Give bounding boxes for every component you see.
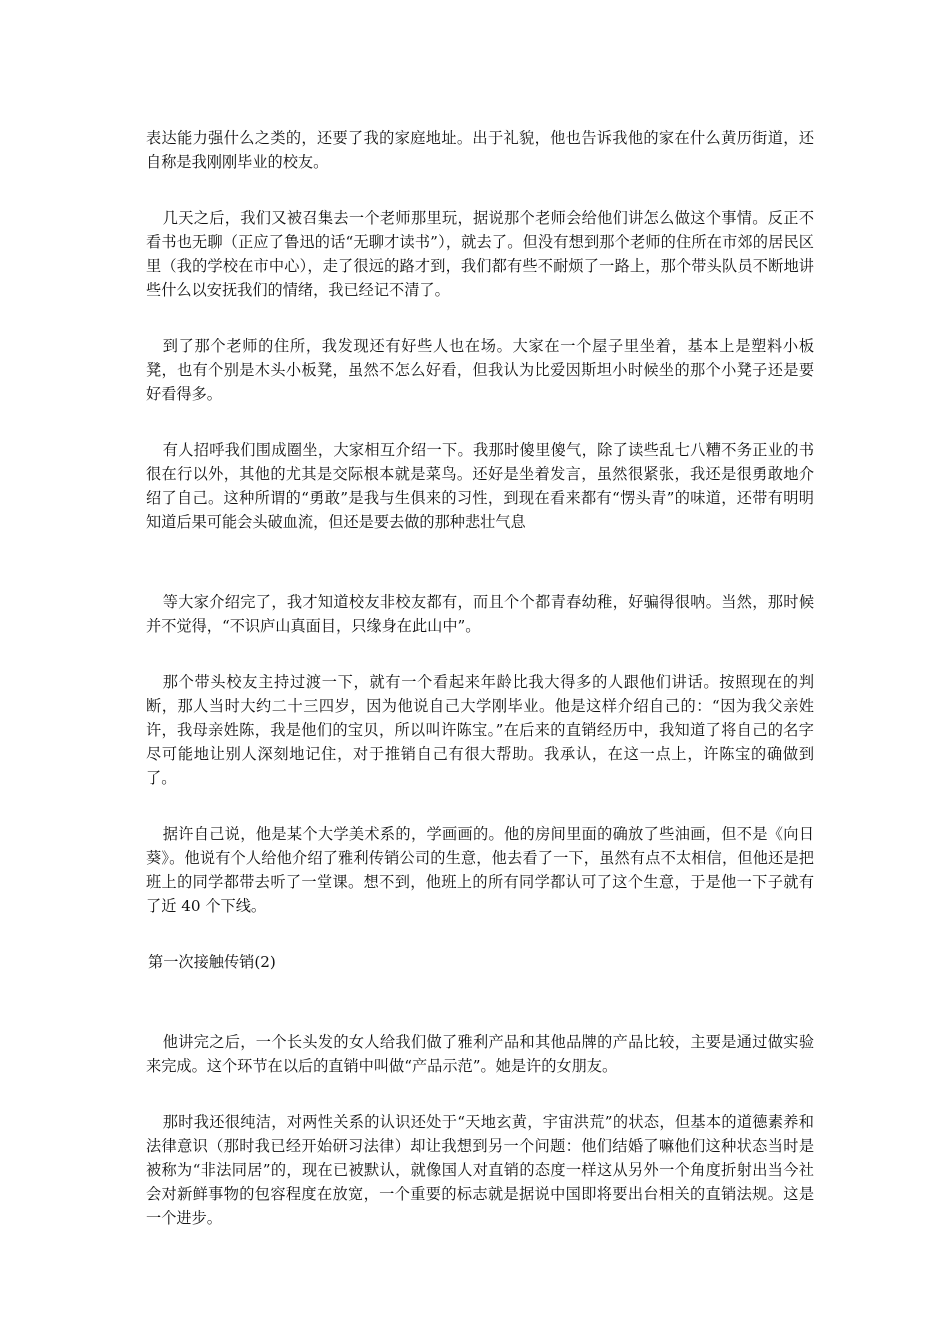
paragraph-spacer <box>146 790 814 822</box>
paragraph-6: 那个带头校友主持过渡一下，就有一个看起来年龄比我大得多的人跟他们讲话。按照现在的判断，那人当时大约二十三四岁，因为他说自己大学刚毕业。他是这样介绍自己的：“因为我父亲姓许，我母亲姓陈，我是他们的宝贝，所以叫许陈宝。”在后来的直销经历中，我知道了将自己的名字尽可能地让别人深刻地记住，对于推销自己有很大帮助。我承认，在这一点上，许陈宝的确做到了。 <box>146 673 814 787</box>
paragraph-spacer <box>146 974 814 1030</box>
paragraph-9: 那时我还很纯洁，对两性关系的认识还处于“天地玄黄，宇宙洪荒”的状态，但基本的道德素养和法律意识（那时我已经开始研习法律）却让我想到另一个问题：他们结婚了嘛他们这种状态当时是被称为“非法同居”的，现在已被默认，就像国人对直销的态度一样这从另外一个角度折射出当今社会对新鲜事物的包容程度在放宽，一个重要的标志就是据说中国即将要出台相关的直销法规。这是一个进步。 <box>146 1113 814 1227</box>
paragraph-5: 等大家介绍完了，我才知道校友非校友都有，而且个个都青春幼稚，好骗得很呐。当然，那时候并不觉得，“不识庐山真面目，只缘身在此山中”。 <box>146 593 814 635</box>
paragraph-spacer <box>146 302 814 334</box>
paragraph-spacer <box>146 918 814 950</box>
paragraph-3: 到了那个老师的住所，我发现还有好些人也在场。大家在一个屋子里坐着，基本上是塑料小板凳，也有个别是木头小板凳，虽然不怎么好看，但我认为比爱因斯坦小时候坐的那个小凳子还是要好看得多。 <box>146 337 814 403</box>
paragraph-4: 有人招呼我们围成圈坐，大家相互介绍一下。我那时傻里傻气，除了读些乱七八糟不务正业的书很在行以外，其他的尤其是交际根本就是菜鸟。还好是坐着发言，虽然很紧张，我还是很勇敢地介绍了自己。这种所谓的“勇敢”是我与生俱来的习性，到现在看来都有“愣头青”的味道，还带有明明知道后果可能会头破血流，但还是要去做的那种悲壮气息 <box>146 441 814 531</box>
paragraph-7: 据许自己说，他是某个大学美术系的，学画画的。他的房间里面的确放了些油画，但不是《向日葵》。他说有个人给他介绍了雅利传销公司的生意，他去看了一下，虽然有点不太相信，但他还是把班上的同学都带去听了一堂课。想不到，他班上的所有同学都认可了这个生意，于是他一下子就有了近 40 个下线。 <box>146 825 814 915</box>
paragraph-1: 表达能力强什么之类的，还要了我的家庭地址。出于礼貌，他也告诉我他的家在什么黄历街道，还自称是我刚刚毕业的校友。 <box>146 129 814 171</box>
section-heading: 第一次接触传销(2) <box>148 953 276 971</box>
paragraph-8: 他讲完之后，一个长头发的女人给我们做了雅利产品和其他品牌的产品比较，主要是通过做实验来完成。这个环节在以后的直销中叫做“产品示范”。她是许的女朋友。 <box>146 1033 814 1075</box>
paragraph-spacer <box>146 638 814 670</box>
paragraph-2: 几天之后，我们又被召集去一个老师那里玩，据说那个老师会给他们讲怎么做这个事情。反正不看书也无聊（正应了鲁迅的话“无聊才读书”），就去了。但没有想到那个老师的住所在市郊的居民区里（我的学校在市中心），走了很远的路才到，我们都有些不耐烦了一路上，那个带头队员不断地讲些什么以安抚我们的情绪，我已经记不清了。 <box>146 209 814 299</box>
paragraph-spacer <box>146 174 814 206</box>
paragraph-spacer <box>146 534 814 590</box>
paragraph-spacer <box>146 1078 814 1110</box>
paragraph-spacer <box>146 406 814 438</box>
document-body <box>146 126 814 1230</box>
